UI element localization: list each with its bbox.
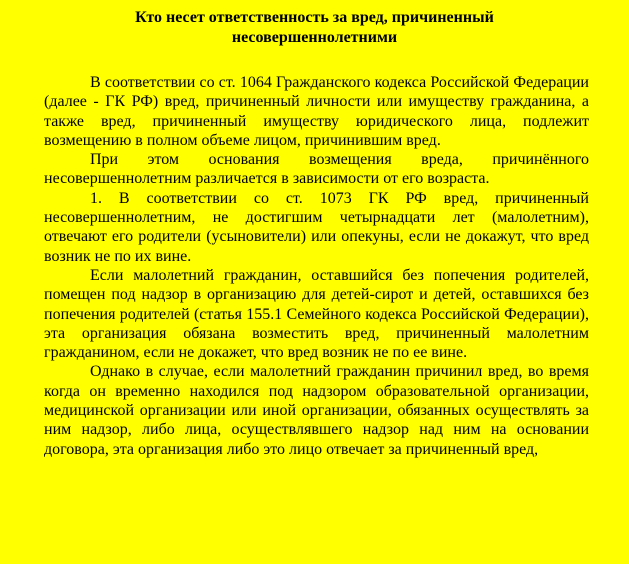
document-title: Кто несет ответственность за вред, причиненный несовершеннолетними <box>135 9 494 46</box>
paragraph-2: При этом основания возмещения вреда, причинённого несовершеннолетним различается в зависимости от его возраста. <box>44 151 589 188</box>
paragraph-4: Если малолетний гражданин, оставшийся без попечения родителей, помещен под надзор в организацию для детей-сирот и детей, оставшихся без попечения родителей (статья 155.1 Семейного кодекса Российской Федерации), эта организация обязана возместить вред, причиненный малолетним гражданином, если не докажет, что вред возник не по ее вине. <box>44 266 589 362</box>
paragraph-3: 1. В соответствии со ст. 1073 ГК РФ вред, причиненный несовершеннолетним, не достигшим четырнадцати лет (малолетним), отвечают его родители (усыновители) или опекуны, если не докажут, что вред возник не по их вине. <box>44 189 589 265</box>
document-body <box>44 73 589 459</box>
paragraph-1: В соответствии со ст. 1064 Гражданского кодекса Российской Федерации (далее - ГК РФ) вред, причиненный личности или имуществу гражданина, а также вред, причиненный имуществу юридического лица, подлежит возмещению в полном объеме лицом, причинившим вред. <box>44 74 589 149</box>
paragraph-5: Однако в случае, если малолетний гражданин причинил вред, во время когда он временно находился под надзором образовательной организации, медицинской организации или иной организации, обязанных осуществлять за ним надзор, либо лица, осуществлявшего надзор над ним на основании договора, эта организация либо это лицо отвечает за причиненный вред, <box>44 363 589 458</box>
